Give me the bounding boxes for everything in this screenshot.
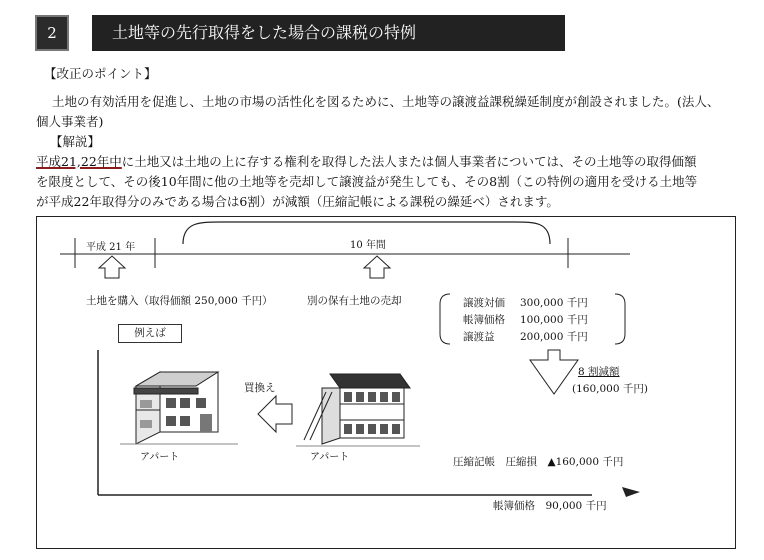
sale-row-value: 300,000 千円 bbox=[520, 297, 588, 309]
reduction-label: 8 割減額 bbox=[578, 366, 620, 378]
sale-row-label: 譲渡対価 bbox=[463, 297, 505, 309]
purchase-label: 土地を購入（取得価額 250,000 千円） bbox=[86, 295, 273, 307]
explain-text-1: に土地又は土地の上に存する権利を取得した法人または個人事業者については、その土地等の取得価額 bbox=[121, 154, 697, 169]
pointer-mark bbox=[622, 487, 640, 497]
example-box: 例えば bbox=[118, 324, 182, 343]
section-number-badge: 2 bbox=[35, 15, 69, 51]
brace-left bbox=[440, 294, 450, 344]
section-title: 土地等の先行取得をした場合の課税の特例 bbox=[92, 15, 565, 51]
sale-row-value: 100,000 千円 bbox=[520, 314, 588, 326]
explain-period: 平成21,22年中 bbox=[36, 154, 122, 169]
up-arrow-sale-icon bbox=[364, 256, 390, 278]
sale-row-value: 200,000 千円 bbox=[520, 331, 588, 343]
year-label: 平成 21 年 bbox=[86, 242, 136, 253]
explain-heading: 【解説】 bbox=[50, 134, 101, 149]
point-text-line2: 個人事業者) bbox=[36, 114, 104, 129]
apartment-left-label: アパート bbox=[140, 452, 180, 463]
reduction-value: (160,000 千円) bbox=[572, 383, 648, 395]
point-heading: 【改正のポイント】 bbox=[44, 66, 157, 81]
compression-label: 圧縮記帳 圧縮損 ▲160,000 千円 bbox=[453, 456, 624, 468]
apartment-left-icon bbox=[120, 372, 238, 444]
point-text-line1: 土地の有効活用を促進し、土地の市場の活性化を図るために、土地等の譲渡益課税繰延制度が創設されました。(法人、 bbox=[52, 94, 720, 109]
ten-year-label: 10 年間 bbox=[350, 240, 386, 251]
left-arrow-replace-icon bbox=[258, 396, 292, 432]
apartment-right-label: アパート bbox=[310, 452, 350, 463]
brace-right bbox=[615, 294, 625, 344]
explain-text-line3: が平成22年取得分のみである場合は6割）が減額（圧縮記帳による課税の繰延べ）されます。 bbox=[36, 194, 559, 209]
apartment-right-icon bbox=[296, 374, 420, 446]
sale-label: 別の保有土地の売却 bbox=[307, 295, 402, 307]
replace-label: 買換え bbox=[244, 382, 276, 394]
book-value-label: 帳簿価格 90,000 千円 bbox=[493, 500, 607, 512]
sale-row-label: 譲渡益 bbox=[463, 331, 495, 343]
down-arrow-reduction-icon bbox=[530, 350, 578, 394]
explain-text-line2: を限度として、その後10年間に他の土地等を売却して譲渡益が発生しても、その8割（この特例の適用を受ける土地等 bbox=[36, 174, 698, 189]
up-arrow-purchase-icon bbox=[99, 256, 125, 278]
sale-row-label: 帳簿価格 bbox=[463, 314, 505, 326]
